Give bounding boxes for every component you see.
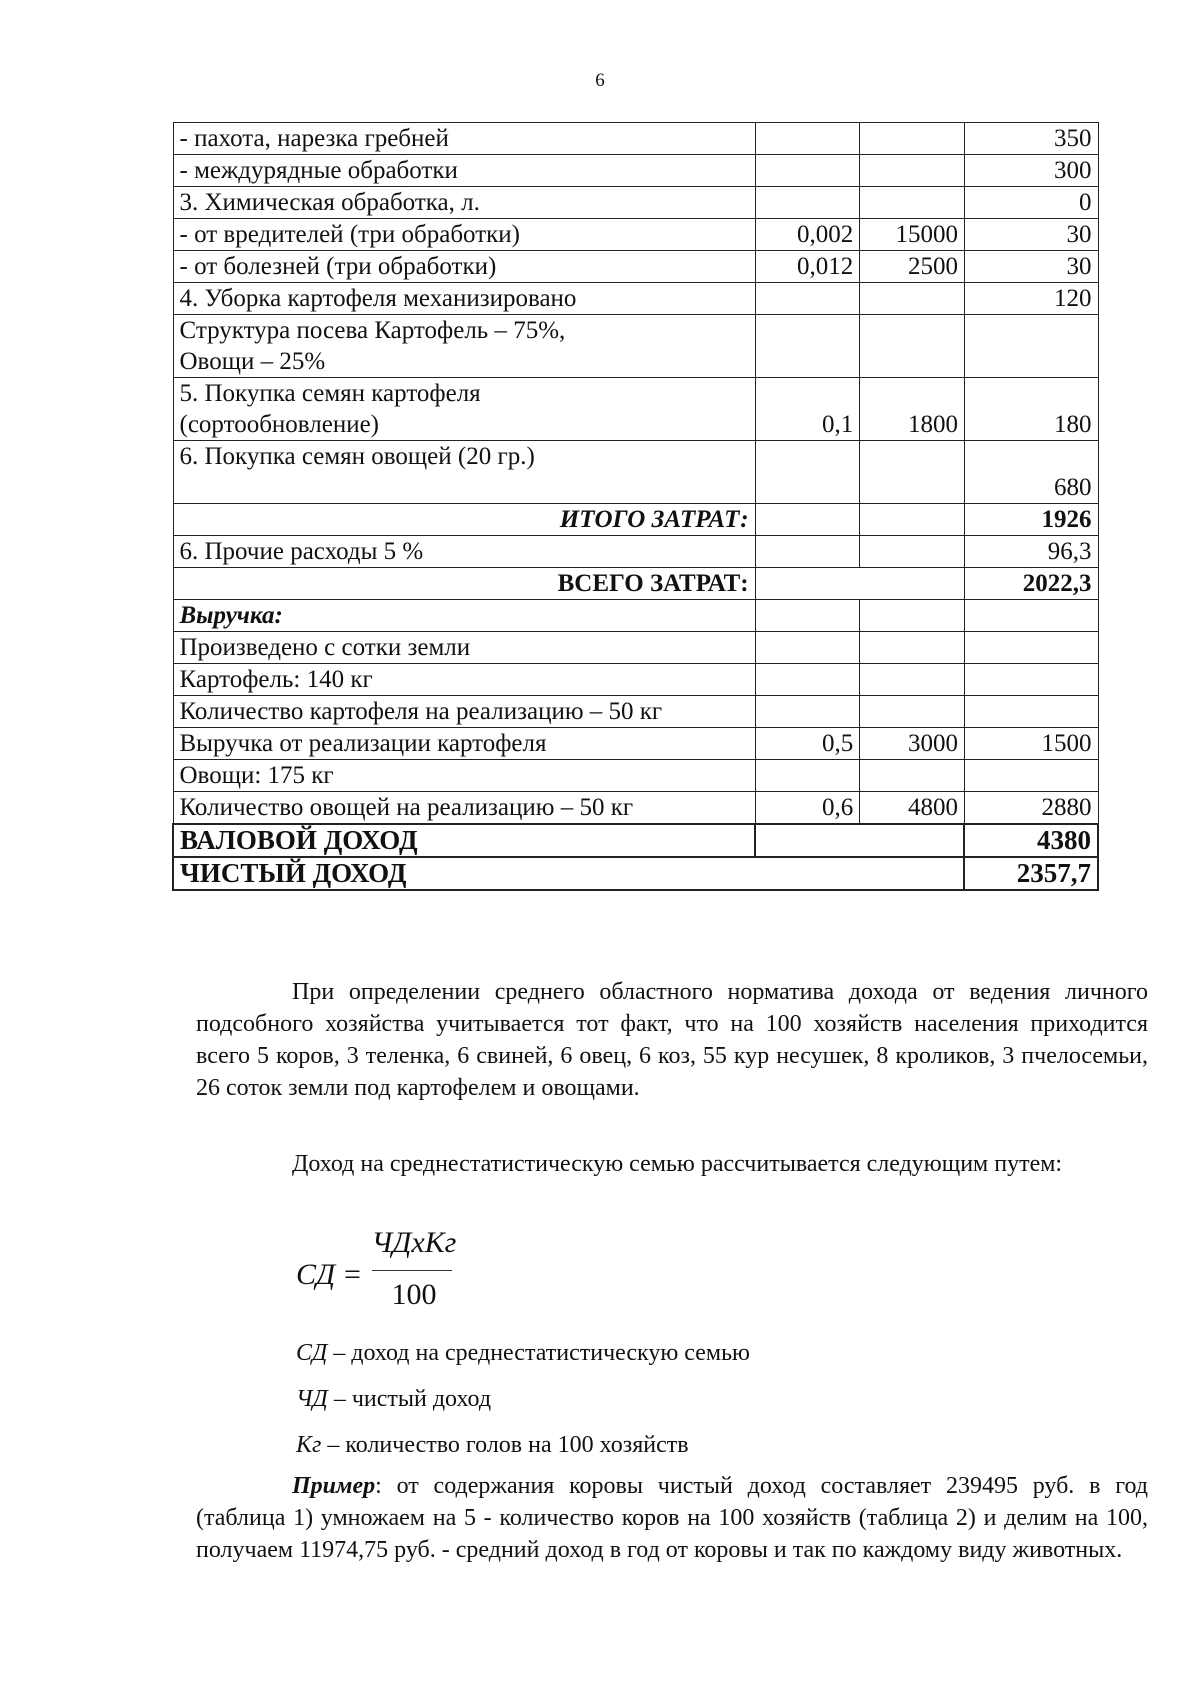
- definition-sd: [296, 1330, 750, 1376]
- row-norm-cell: [755, 155, 860, 187]
- table-row: [173, 792, 1098, 825]
- row-name-cell: Количество картофеля на реализацию – 50 кг: [173, 696, 755, 728]
- row-name-cell: [173, 315, 755, 378]
- row-name-cell: Овощи: 175 кг: [173, 760, 755, 792]
- row-sum-cell: [964, 696, 1098, 728]
- definition-symbol: ЧД: [296, 1386, 328, 1412]
- row-price-cell: [860, 600, 965, 632]
- income-formula: [296, 1226, 536, 1326]
- table-row: [173, 315, 1098, 378]
- table-row: [173, 251, 1098, 283]
- row-norm-cell: [755, 441, 860, 504]
- row-name-line: (сортообновление): [179, 411, 380, 438]
- cost-table: [172, 122, 1099, 891]
- row-price-cell: [860, 536, 965, 568]
- row-name-cell: Количество овощей на реализацию – 50 кг: [173, 792, 755, 825]
- row-name-cell: ЧИСТЫЙ ДОХОД: [173, 857, 964, 890]
- definition-kg: [296, 1422, 750, 1468]
- table-row: [173, 123, 1098, 155]
- row-empty-cell: [755, 824, 964, 857]
- row-sum-cell: 30: [964, 251, 1098, 283]
- row-name-cell: - от вредителей (три обработки): [173, 219, 755, 251]
- row-sum-cell: 96,3: [964, 536, 1098, 568]
- page-number: 6: [595, 70, 605, 91]
- row-sum-cell: 180: [964, 378, 1098, 441]
- row-name-cell: [173, 378, 755, 441]
- row-name-line: [180, 472, 749, 503]
- table-row: [173, 632, 1098, 664]
- formula-definitions: [296, 1330, 750, 1468]
- row-norm-cell: 0,002: [755, 219, 860, 251]
- row-sum-cell: [964, 664, 1098, 696]
- row-sum-cell: 2880: [964, 792, 1098, 825]
- row-name-cell: 6. Прочие расходы 5 %: [173, 536, 755, 568]
- table-row: [173, 283, 1098, 315]
- table-row: [173, 219, 1098, 251]
- formula-lhs: СД: [296, 1258, 336, 1291]
- row-price-cell: 1800: [860, 378, 965, 441]
- row-price-cell: [860, 632, 965, 664]
- row-norm-cell: [755, 664, 860, 696]
- row-name-cell: - от болезней (три обработки): [173, 251, 755, 283]
- row-name-cell: Выручка от реализации картофеля: [173, 728, 755, 760]
- table-row: [173, 441, 1098, 504]
- row-norm-cell: [755, 632, 860, 664]
- row-name-line: 6. Покупка семян овощей (20 гр.): [179, 443, 535, 470]
- row-sum-cell: 300: [964, 155, 1098, 187]
- row-name-cell: [173, 441, 755, 504]
- table-row: [173, 536, 1098, 568]
- table-row: [173, 824, 1098, 857]
- row-sum-cell: 2022,3: [964, 568, 1098, 600]
- row-price-cell: 4800: [860, 792, 965, 825]
- row-price-cell: [860, 696, 965, 728]
- row-name-line: 5. Покупка семян картофеля: [179, 380, 481, 407]
- table-row: [173, 155, 1098, 187]
- table-row: [173, 504, 1098, 536]
- row-norm-cell: 0,5: [755, 728, 860, 760]
- row-empty-cell: [755, 568, 964, 600]
- example-text: : от содержания коровы чистый доход составляет 239495 руб. в год (таблица 1) умножаем на 5 - количество коров на 100 хозяйств (таблица 2) и делим на 100, получаем 11974,75 руб. - средний доход в год от коровы и так по каждому виду животных.: [196, 1473, 1148, 1563]
- table-row: [173, 378, 1098, 441]
- definition-text: – количество голов на 100 хозяйств: [321, 1432, 689, 1458]
- table-row: [173, 857, 1098, 890]
- fraction-bar: [372, 1270, 452, 1271]
- table-row: [173, 568, 1098, 600]
- row-price-cell: [860, 504, 965, 536]
- row-norm-cell: [755, 536, 860, 568]
- row-norm-cell: [755, 504, 860, 536]
- definition-symbol: Кг: [296, 1432, 322, 1458]
- table-row: [173, 600, 1098, 632]
- example-paragraph: [196, 1470, 1148, 1566]
- row-norm-cell: [755, 123, 860, 155]
- row-sum-cell: [964, 315, 1098, 378]
- row-name-cell: Выручка:: [173, 600, 755, 632]
- row-price-cell: [860, 123, 965, 155]
- row-price-cell: 2500: [860, 251, 965, 283]
- formula-denominator: 100: [391, 1278, 437, 1311]
- row-sum-cell: 120: [964, 283, 1098, 315]
- definition-chd: [296, 1376, 750, 1422]
- row-norm-cell: [755, 760, 860, 792]
- row-norm-cell: 0,1: [755, 378, 860, 441]
- row-price-cell: 3000: [860, 728, 965, 760]
- row-sum-cell: 350: [964, 123, 1098, 155]
- table-row: [173, 187, 1098, 219]
- row-name-cell: Произведено с сотки земли: [173, 632, 755, 664]
- row-sum-cell: 1500: [964, 728, 1098, 760]
- formula-numerator: ЧДхКг: [371, 1226, 457, 1259]
- row-name-cell: 3. Химическая обработка, л.: [173, 187, 755, 219]
- row-sum-cell: [964, 760, 1098, 792]
- row-name-cell: - пахота, нарезка гребней: [173, 123, 755, 155]
- row-name-cell: ВСЕГО ЗАТРАТ:: [173, 568, 755, 600]
- row-name-cell: Картофель: 140 кг: [173, 664, 755, 696]
- row-sum-cell: [964, 632, 1098, 664]
- row-sum-cell: 4380: [964, 824, 1098, 857]
- row-price-cell: [860, 187, 965, 219]
- paragraph-text: При определении среднего областного норматива дохода от ведения личного подсобного хозяйства учитывается тот факт, что на 100 хозяйств населения приходится всего 5 коров, 3 теленка, 6 свиней, 6 овец, 6 коз, 55 кур несушек, 8 кроликов, 3 пчелосемьи, 26 соток земли под картофелем и овощами.: [196, 979, 1148, 1101]
- row-name-cell: ВАЛОВОЙ ДОХОД: [173, 824, 755, 857]
- row-price-cell: [860, 664, 965, 696]
- table-row: [173, 696, 1098, 728]
- definition-text: – доход на среднестатистическую семью: [327, 1340, 750, 1366]
- table-row: [173, 728, 1098, 760]
- row-sum-cell: 1926: [964, 504, 1098, 536]
- row-norm-cell: 0,012: [755, 251, 860, 283]
- row-price-cell: 15000: [860, 219, 965, 251]
- row-norm-cell: [755, 315, 860, 378]
- paragraph-household-stats: [196, 976, 1148, 1104]
- row-price-cell: [860, 283, 965, 315]
- row-norm-cell: [755, 187, 860, 219]
- row-name-line: Структура посева Картофель – 75%,: [179, 317, 566, 344]
- row-name-line: Овощи – 25%: [179, 348, 326, 375]
- row-norm-cell: [755, 600, 860, 632]
- row-price-cell: [860, 155, 965, 187]
- row-price-cell: [860, 760, 965, 792]
- row-name-cell: - междурядные обработки: [173, 155, 755, 187]
- row-sum-cell: [964, 600, 1098, 632]
- row-price-cell: [860, 315, 965, 378]
- definition-symbol: СД: [296, 1340, 328, 1366]
- row-sum-cell: 680: [964, 441, 1098, 504]
- row-name-cell: 4. Уборка картофеля механизировано: [173, 283, 755, 315]
- formula-equals: =: [344, 1258, 361, 1291]
- row-sum-cell: 2357,7: [964, 857, 1098, 890]
- row-name-cell: ИТОГО ЗАТРАТ:: [173, 504, 755, 536]
- row-sum-cell: 30: [964, 219, 1098, 251]
- row-price-cell: [860, 441, 965, 504]
- paragraph-method: [196, 1148, 1148, 1180]
- row-sum-cell: 0: [964, 187, 1098, 219]
- table-row: [173, 760, 1098, 792]
- row-norm-cell: [755, 696, 860, 728]
- paragraph-text: Доход на среднестатистическую семью рассчитывается следующим путем:: [292, 1151, 1063, 1177]
- definition-text: – чистый доход: [327, 1386, 492, 1412]
- row-norm-cell: [755, 283, 860, 315]
- row-norm-cell: 0,6: [755, 792, 860, 825]
- table-row: [173, 664, 1098, 696]
- example-label: Пример: [292, 1473, 376, 1499]
- cost-table-body: [173, 123, 1098, 891]
